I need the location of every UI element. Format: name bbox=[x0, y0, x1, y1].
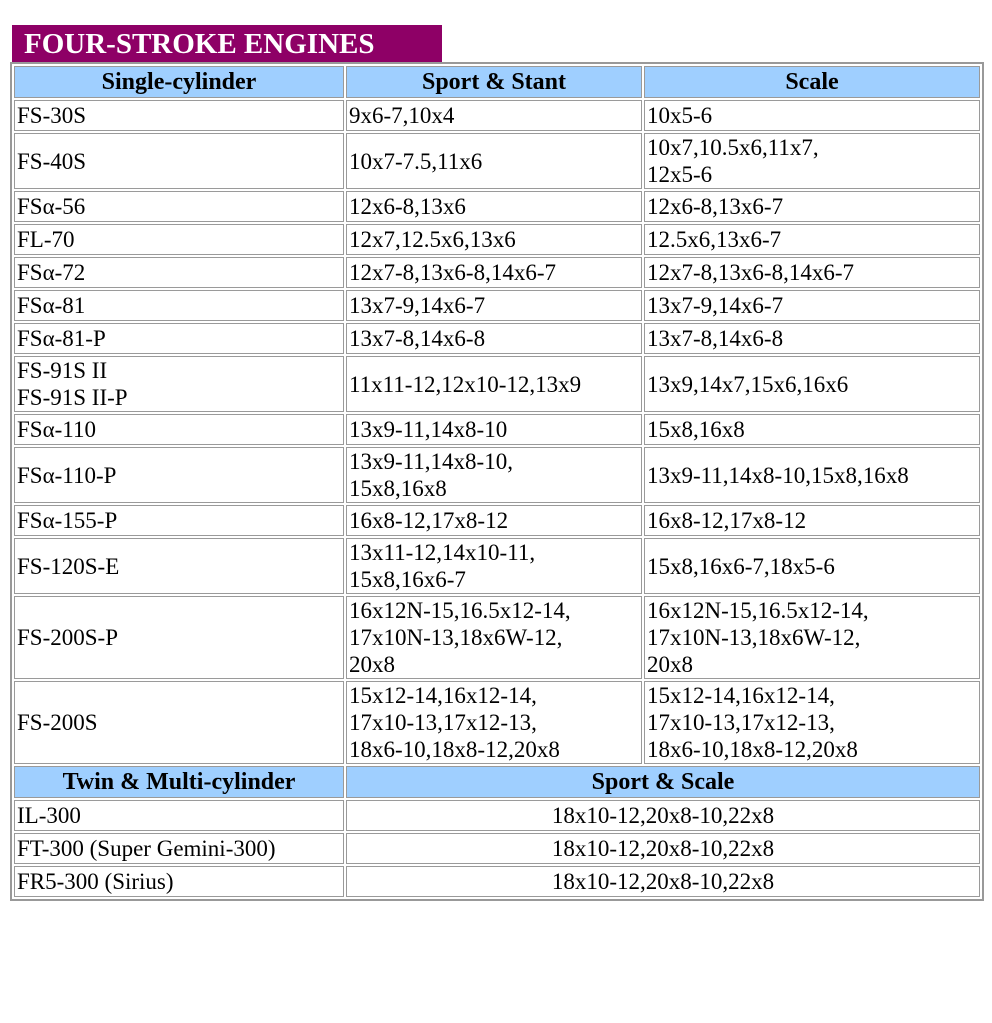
scale-props-cell: 16x8-12,17x8-12 bbox=[644, 505, 980, 536]
sport-props-cell: 13x9-11,14x8-10 bbox=[346, 414, 642, 445]
engine-model-cell: FS-30S bbox=[14, 100, 344, 131]
engine-model-cell: FSα-81-P bbox=[14, 323, 344, 354]
sport-props-cell: 13x9-11,14x8-10, 15x8,16x8 bbox=[346, 447, 642, 503]
scale-props-cell: 15x8,16x6-7,18x5-6 bbox=[644, 538, 980, 594]
sport-props-cell: 16x8-12,17x8-12 bbox=[346, 505, 642, 536]
table-row bbox=[14, 133, 980, 189]
table-row bbox=[14, 323, 980, 354]
engine-model-cell: FSα-56 bbox=[14, 191, 344, 222]
sport-props-cell: 15x12-14,16x12-14, 17x10-13,17x12-13, 18x6-10,18x8-12,20x8 bbox=[346, 681, 642, 764]
table-row bbox=[14, 257, 980, 288]
engine-model-cell: FL-70 bbox=[14, 224, 344, 255]
scale-props-cell: 10x5-6 bbox=[644, 100, 980, 131]
scale-props-cell: 10x7,10.5x6,11x7, 12x5-6 bbox=[644, 133, 980, 189]
engine-model-cell: FS-120S-E bbox=[14, 538, 344, 594]
engine-model-cell: FS-200S bbox=[14, 681, 344, 764]
sport-scale-props-cell: 18x10-12,20x8-10,22x8 bbox=[346, 866, 980, 897]
sport-props-cell: 13x7-9,14x6-7 bbox=[346, 290, 642, 321]
table-row bbox=[14, 596, 980, 679]
sport-props-cell: 16x12N-15,16.5x12-14, 17x10N-13,18x6W-12, 20x8 bbox=[346, 596, 642, 679]
table-row bbox=[14, 191, 980, 222]
sport-props-cell: 10x7-7.5,11x6 bbox=[346, 133, 642, 189]
engine-model-cell: FS-91S II FS-91S II-P bbox=[14, 356, 344, 412]
table-row bbox=[14, 447, 980, 503]
scale-props-cell: 12x7-8,13x6-8,14x6-7 bbox=[644, 257, 980, 288]
table-row bbox=[14, 538, 980, 594]
engine-model-cell: FSα-110-P bbox=[14, 447, 344, 503]
table-row bbox=[14, 681, 980, 764]
sport-props-cell: 12x7-8,13x6-8,14x6-7 bbox=[346, 257, 642, 288]
engine-model-cell: FR5-300 (Sirius) bbox=[14, 866, 344, 897]
engine-model-cell: FSα-72 bbox=[14, 257, 344, 288]
engine-model-cell: FSα-155-P bbox=[14, 505, 344, 536]
scale-props-cell: 15x8,16x8 bbox=[644, 414, 980, 445]
table-row bbox=[14, 866, 980, 897]
sport-scale-header: Sport & Scale bbox=[346, 766, 980, 798]
table-row bbox=[14, 800, 980, 831]
sport-scale-props-cell: 18x10-12,20x8-10,22x8 bbox=[346, 800, 980, 831]
engine-model-cell: FSα-81 bbox=[14, 290, 344, 321]
scale-props-cell: 16x12N-15,16.5x12-14, 17x10N-13,18x6W-12, 20x8 bbox=[644, 596, 980, 679]
sport-props-cell: 12x7,12.5x6,13x6 bbox=[346, 224, 642, 255]
engine-prop-table bbox=[10, 62, 984, 901]
scale-props-cell: 13x7-8,14x6-8 bbox=[644, 323, 980, 354]
sport-props-cell: 13x11-12,14x10-11, 15x8,16x6-7 bbox=[346, 538, 642, 594]
page-title: FOUR-STROKE ENGINES bbox=[12, 25, 442, 63]
table-row bbox=[14, 356, 980, 412]
scale-props-cell: 12x6-8,13x6-7 bbox=[644, 191, 980, 222]
sport-props-cell: 11x11-12,12x10-12,13x9 bbox=[346, 356, 642, 412]
sport-props-cell: 13x7-8,14x6-8 bbox=[346, 323, 642, 354]
scale-props-cell: 15x12-14,16x12-14, 17x10-13,17x12-13, 18x6-10,18x8-12,20x8 bbox=[644, 681, 980, 764]
engine-model-cell: FS-200S-P bbox=[14, 596, 344, 679]
scale-props-cell: 13x7-9,14x6-7 bbox=[644, 290, 980, 321]
table-row bbox=[14, 505, 980, 536]
sport-stant-header: Sport & Stant bbox=[346, 66, 642, 98]
sport-props-cell: 9x6-7,10x4 bbox=[346, 100, 642, 131]
sport-props-cell: 12x6-8,13x6 bbox=[346, 191, 642, 222]
scale-header: Scale bbox=[644, 66, 980, 98]
engine-model-cell: IL-300 bbox=[14, 800, 344, 831]
scale-props-cell: 13x9,14x7,15x6,16x6 bbox=[644, 356, 980, 412]
twin-multi-cylinder-header: Twin & Multi-cylinder bbox=[14, 766, 344, 798]
table-row bbox=[14, 224, 980, 255]
engine-model-cell: FSα-110 bbox=[14, 414, 344, 445]
table-row bbox=[14, 100, 980, 131]
scale-props-cell: 13x9-11,14x8-10,15x8,16x8 bbox=[644, 447, 980, 503]
scale-props-cell: 12.5x6,13x6-7 bbox=[644, 224, 980, 255]
table-row bbox=[14, 833, 980, 864]
single-cylinder-header: Single-cylinder bbox=[14, 66, 344, 98]
multi-cylinder-header-row bbox=[14, 766, 980, 798]
single-cylinder-header-row bbox=[14, 66, 980, 98]
table-row bbox=[14, 414, 980, 445]
engine-model-cell: FS-40S bbox=[14, 133, 344, 189]
sport-scale-props-cell: 18x10-12,20x8-10,22x8 bbox=[346, 833, 980, 864]
table-row bbox=[14, 290, 980, 321]
engine-model-cell: FT-300 (Super Gemini-300) bbox=[14, 833, 344, 864]
